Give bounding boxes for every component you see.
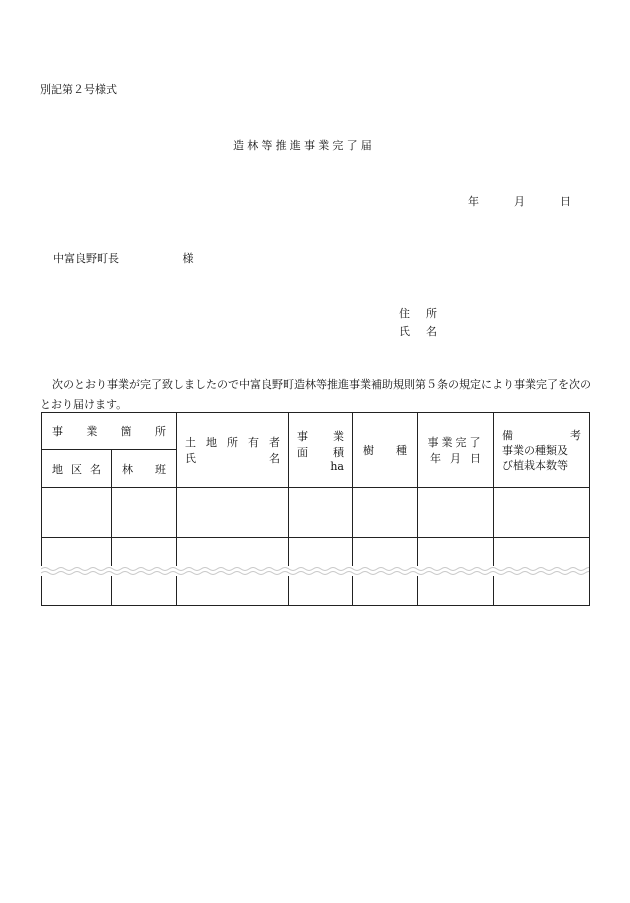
date-year-label: 年 bbox=[468, 195, 479, 208]
owner-header-char: 土 bbox=[185, 436, 196, 449]
table-cell[interactable] bbox=[494, 572, 590, 606]
table-cell[interactable] bbox=[112, 488, 177, 538]
area-header-char: 面 bbox=[297, 445, 308, 459]
owner-header-char: 氏 bbox=[185, 452, 196, 465]
table-cell[interactable] bbox=[353, 488, 418, 538]
district-header-char: 地 bbox=[52, 462, 63, 476]
district-header-char: 区 bbox=[71, 462, 82, 476]
owner-header-char: 所 bbox=[227, 436, 238, 449]
date-line bbox=[468, 193, 571, 209]
form-number: 別記第２号様式 bbox=[40, 83, 117, 96]
completion-table bbox=[41, 412, 590, 606]
table-row bbox=[42, 572, 590, 606]
table-omission-break bbox=[41, 566, 589, 576]
addressee-name: 中富良野町長 bbox=[53, 252, 119, 265]
owner-header-char: 者 bbox=[269, 436, 280, 449]
table-cell[interactable] bbox=[418, 572, 494, 606]
body-text: 次のとおり事業が完了致しましたので中富良野町造林等推進事業補助規則第５条の規定により事業完了を次のとおり届けます。 bbox=[40, 378, 591, 411]
table-cell[interactable] bbox=[289, 488, 353, 538]
table-cell[interactable] bbox=[177, 572, 289, 606]
area-header bbox=[289, 413, 353, 488]
owner-header-char: 名 bbox=[269, 452, 280, 465]
date-month-label: 月 bbox=[514, 195, 525, 208]
table-cell[interactable] bbox=[112, 572, 177, 606]
location-header bbox=[42, 413, 177, 450]
table-cell[interactable] bbox=[353, 572, 418, 606]
location-header-char: 業 bbox=[86, 425, 98, 438]
table-cell[interactable] bbox=[418, 488, 494, 538]
table-cell[interactable] bbox=[289, 572, 353, 606]
remarks-header-line2: 事業の種類及 bbox=[502, 444, 568, 457]
area-header-char: 業 bbox=[333, 429, 344, 443]
table-cell[interactable] bbox=[177, 488, 289, 538]
remarks-header bbox=[494, 413, 590, 488]
name-label-1: 氏 bbox=[399, 325, 410, 338]
compartment-header-char: 班 bbox=[155, 462, 166, 476]
applicant-name bbox=[399, 323, 437, 339]
remarks-header-char: 考 bbox=[570, 429, 581, 442]
address-label-2: 所 bbox=[426, 307, 437, 320]
compartment-header-char: 林 bbox=[122, 462, 133, 476]
document-title: 造林等推進事業完了届 bbox=[233, 139, 375, 152]
completion-header-char: 月 bbox=[450, 452, 461, 465]
district-header bbox=[42, 450, 112, 488]
completion-header-char: 年 bbox=[430, 452, 441, 465]
date-day-label: 日 bbox=[560, 195, 571, 208]
table-cell[interactable] bbox=[42, 572, 112, 606]
addressee-honorific: 様 bbox=[182, 252, 194, 265]
area-header-char: 事 bbox=[297, 429, 308, 443]
owner-header-char: 有 bbox=[248, 436, 259, 449]
completion-date-header bbox=[418, 413, 494, 488]
species-header bbox=[353, 413, 418, 488]
name-label-2: 名 bbox=[426, 325, 437, 338]
location-header-char: 箇 bbox=[120, 425, 132, 438]
wavy-break-icon bbox=[41, 566, 589, 576]
completion-header-line1: 事業完了 bbox=[427, 436, 484, 449]
compartment-header bbox=[112, 450, 177, 488]
addressee bbox=[53, 250, 194, 266]
area-header-char: 積 bbox=[333, 445, 344, 459]
location-header-char: 事 bbox=[52, 425, 63, 438]
owner-header bbox=[177, 413, 289, 488]
remarks-header-line3: び植栽本数等 bbox=[502, 459, 568, 472]
address-label-1: 住 bbox=[399, 307, 410, 320]
completion-header-char: 日 bbox=[470, 452, 481, 465]
species-header-char: 種 bbox=[396, 444, 407, 457]
species-header-char: 樹 bbox=[363, 444, 374, 457]
area-unit: ha bbox=[330, 459, 344, 473]
table-cell[interactable] bbox=[494, 488, 590, 538]
location-header-char: 所 bbox=[154, 425, 166, 438]
remarks-header-char: 備 bbox=[502, 429, 513, 442]
owner-header-char: 地 bbox=[206, 436, 217, 449]
district-header-char: 名 bbox=[90, 462, 101, 476]
table-row bbox=[42, 488, 590, 538]
applicant-address bbox=[399, 305, 437, 321]
table-cell[interactable] bbox=[42, 488, 112, 538]
